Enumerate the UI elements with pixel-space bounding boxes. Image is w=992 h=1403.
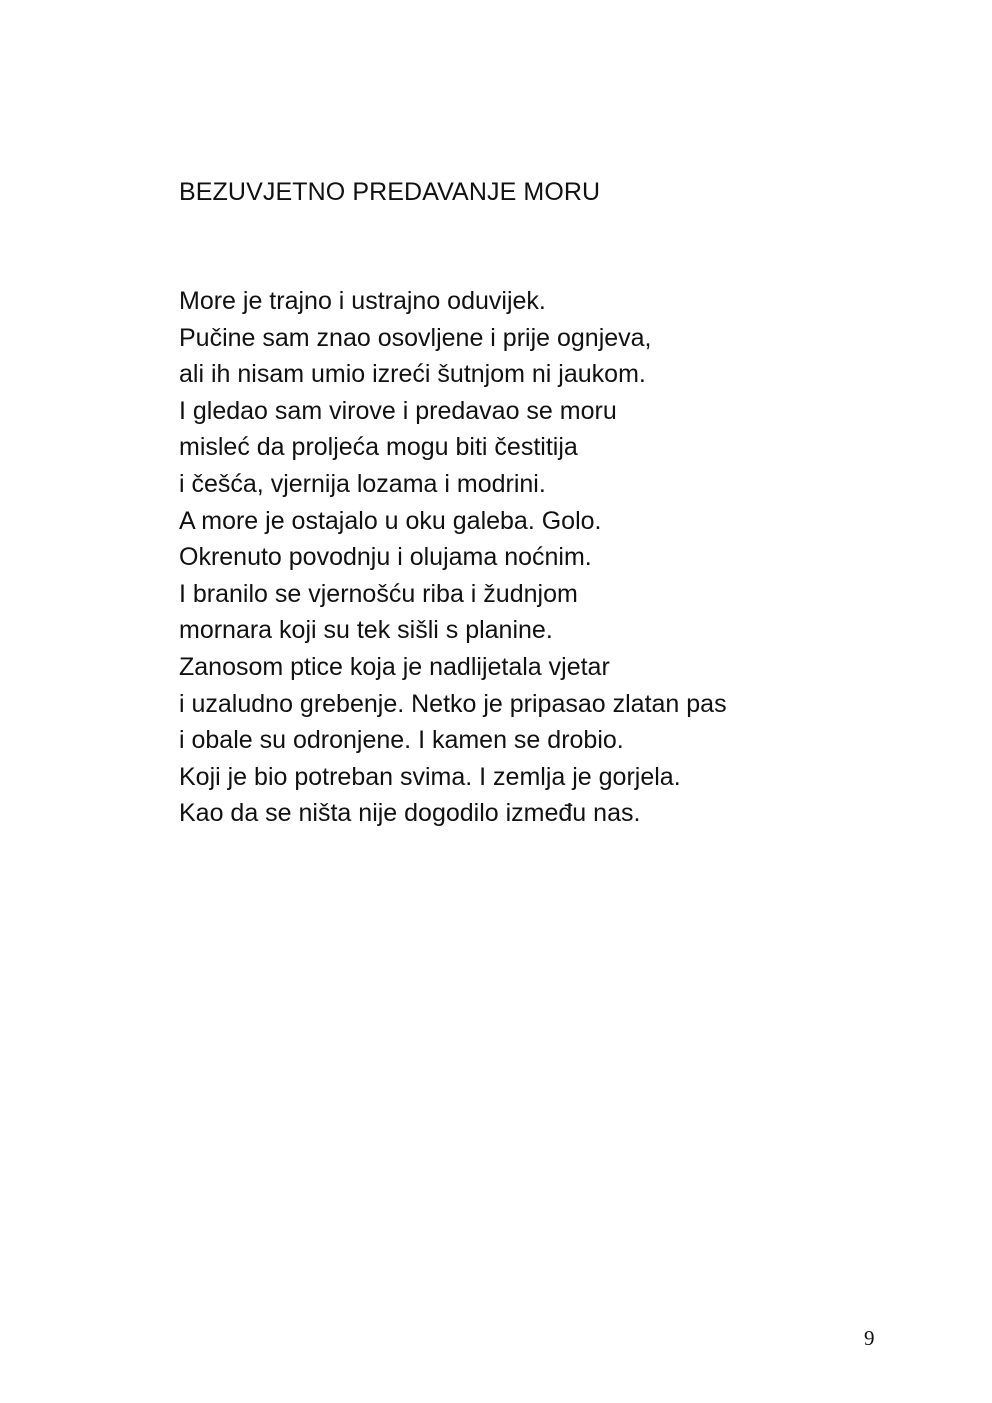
poem-line: i obale su odronjene. I kamen se drobio. <box>179 726 624 755</box>
poem-line: i češća, vjernija lozama i modrini. <box>179 469 546 498</box>
poem-line: Zanosom ptice koja je nadlijetala vjetar <box>179 652 610 681</box>
poem-line: Okrenuto povodnju i olujama noćnim. <box>179 543 592 572</box>
poem-line: misleć da proljeća mogu biti čestitija <box>179 433 578 462</box>
poem-line: mornara koji su tek sišli s planine. <box>179 616 553 645</box>
poem-line: i uzaludno grebenje. Netko je pripasao zlatan pas <box>179 689 727 718</box>
poem-body <box>179 283 727 832</box>
page-number: 9 <box>864 1326 875 1350</box>
poem-line: More je trajno i ustrajno oduvijek. <box>179 287 546 315</box>
poem-line: I branilo se vjernošću riba i žudnjom <box>179 579 578 608</box>
poem-title: BEZUVJETNO PREDAVANJE MORU <box>179 178 601 206</box>
poem-line: Pučine sam znao osovljene i prije ognjeva, <box>179 323 652 352</box>
poem-line: A more je ostajalo u oku galeba. Golo. <box>179 506 602 535</box>
poem-line: ali ih nisam umio izreći šutnjom ni jaukom. <box>179 360 646 389</box>
poem-line: Koji je bio potreban svima. I zemlja je gorjela. <box>179 762 681 791</box>
poem-line: I gledao sam virove i predavao se moru <box>179 396 617 425</box>
poem-line: Kao da se ništa nije dogodilo između nas. <box>179 799 641 828</box>
